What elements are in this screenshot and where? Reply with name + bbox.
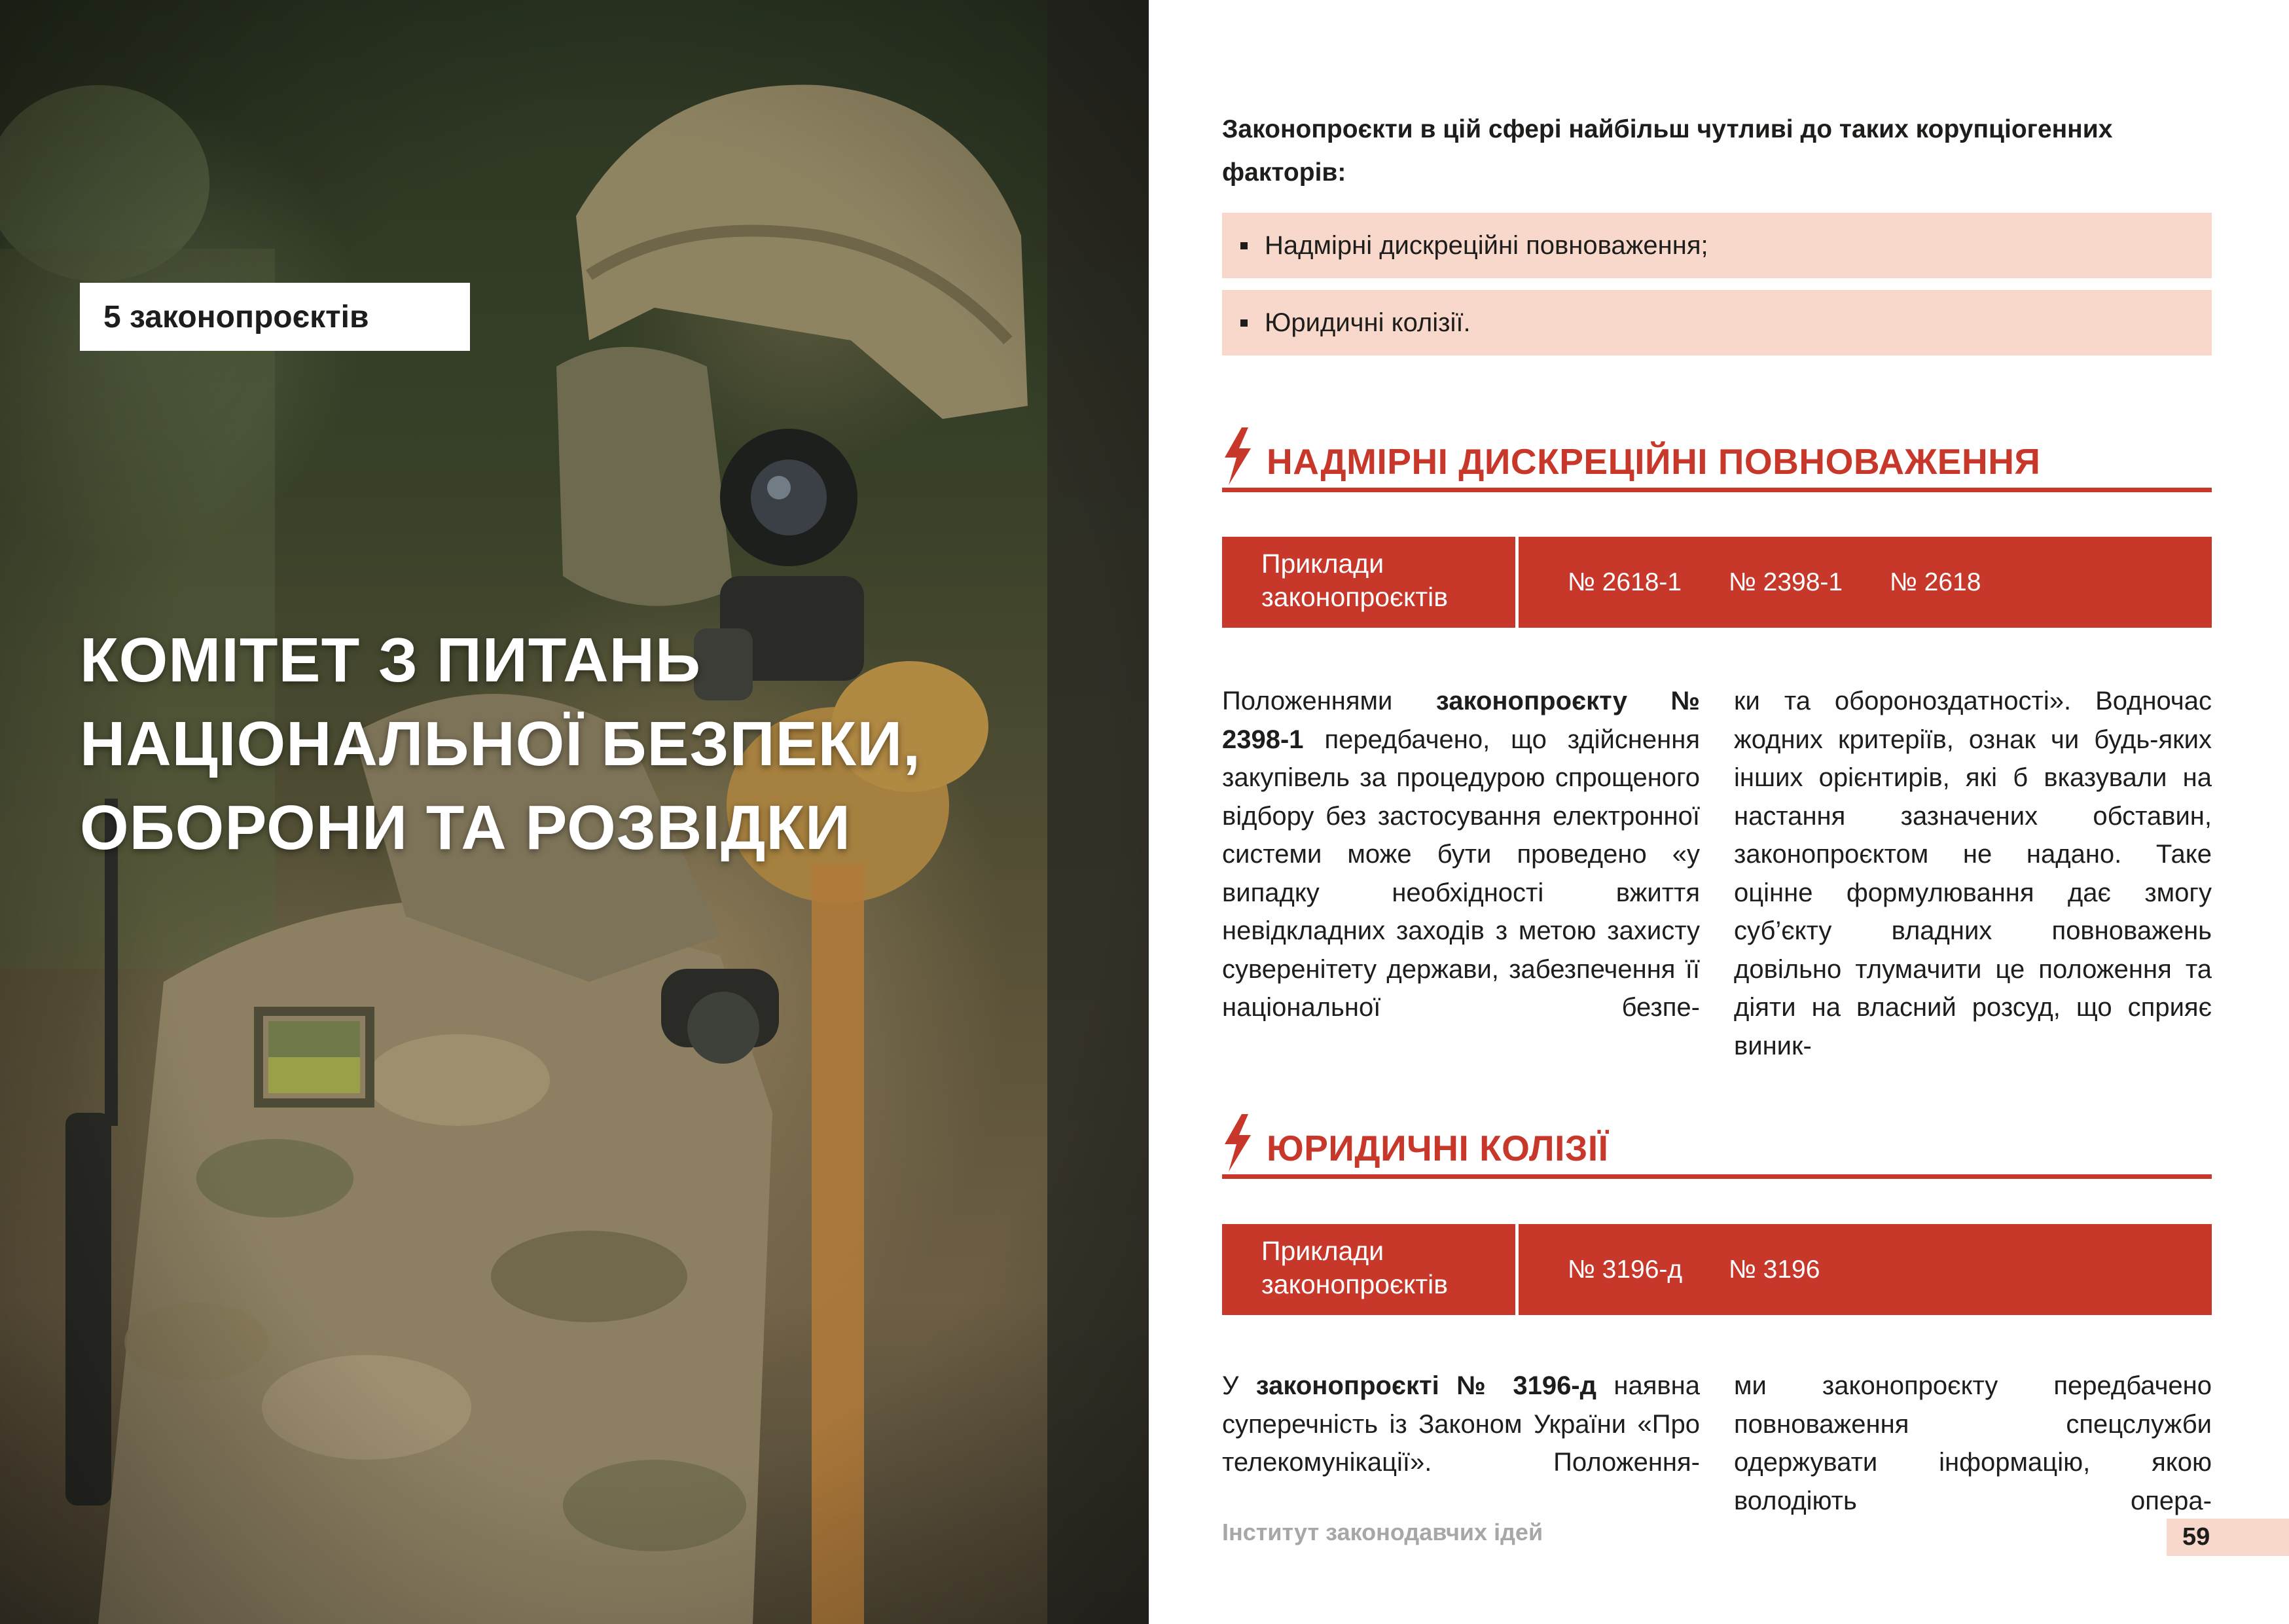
bill-reference: законопроєкті № 3196-д [1255, 1371, 1597, 1400]
body-text: наявна суперечність із Законом України «Про телекомунікації». Положення- [1222, 1371, 1700, 1477]
body-text: Положеннями [1222, 687, 1436, 715]
lightning-icon [1222, 427, 1252, 485]
bill-number: № 2618 [1890, 568, 1981, 596]
committee-title-line: ОБОРОНИ ТА РОЗВІДКИ [80, 793, 851, 863]
committee-title [80, 619, 931, 870]
factor-label: Надмірні дискреційні повноваження; [1265, 230, 1708, 260]
section-heading [1222, 1109, 2212, 1179]
examples-label-line: законопроєктів [1261, 582, 1449, 612]
committee-title-line: НАЦІОНАЛЬНОЇ БЕЗПЕКИ, [80, 709, 921, 779]
body-text: У [1222, 1371, 1256, 1400]
body-column-left [1222, 1367, 1700, 1482]
examples-bar [1222, 1224, 2212, 1315]
factor-item [1222, 290, 2212, 355]
examples-bar [1222, 537, 2212, 628]
bill-count-text: 5 законопроєктів [103, 299, 369, 334]
examples-label-line: законопроєктів [1261, 1269, 1449, 1299]
divider [1515, 1224, 1519, 1315]
intro-text: Законопроєкти в цій сфері найбільш чутливі до таких корупціогенних факторів: [1222, 115, 2113, 187]
section-title: ЮРИДИЧНІ КОЛІЗІЇ [1267, 1128, 1609, 1168]
bill-number: № 2398-1 [1729, 568, 1843, 596]
examples-label-line: Приклади [1261, 1236, 1384, 1266]
section-heading [1222, 422, 2212, 492]
examples-label [1261, 547, 1510, 614]
bullet-icon [1240, 319, 1248, 327]
bill-number: № 3196-д [1568, 1255, 1683, 1284]
committee-title-line: КОМІТЕТ З ПИТАНЬ [80, 625, 701, 695]
body-column-right: ми законопроєкту передбачено повноваження спецслужби одержувати інформацію, якою володіють опера- [1734, 1371, 2212, 1515]
examples-label-line: Приклади [1261, 549, 1384, 579]
section-title: НАДМІРНІ ДИСКРЕЦІЙНІ ПОВНОВАЖЕННЯ [1267, 441, 2041, 482]
bill-number: № 3196 [1729, 1255, 1820, 1284]
examples-label [1261, 1235, 1510, 1301]
divider [1515, 537, 1519, 628]
bullet-icon [1240, 242, 1248, 249]
bill-reference: законопроєкту № 2398-1 [1222, 687, 1700, 754]
body-column-right: ки та обороноздатності». Водночас жодних критеріїв, ознак чи будь-яких інших орієнтирів, які б вказували на настання зазначених обставин, законопроєктом не надано. Таке оцінне формулювання дає змогу суб’єкту владних повноважень довільно тлумачити це положення та діяти на власний розсуд, що сприяє виник- [1734, 687, 2212, 1060]
factor-label: Юридичні колізії. [1265, 308, 1471, 337]
page-number-text: 59 [2182, 1523, 2210, 1551]
body-column-left [1222, 682, 1700, 1027]
body-text: передбачено, що здійснення закупівель за процедурою спрощеного відбору без застосування електронної системи може бути проведено «у випадку необхідності вжиття невідкладних заходів з метою захисту суверенітету держави, забезпечення її національної безпе- [1222, 725, 1700, 1022]
factor-item [1222, 213, 2212, 278]
footer-source: Інститут законодавчих ідей [1222, 1519, 1543, 1545]
page-number [2167, 1519, 2289, 1556]
bill-number: № 2618-1 [1568, 568, 1682, 596]
bill-count-badge [80, 283, 470, 351]
lightning-icon [1222, 1114, 1252, 1172]
